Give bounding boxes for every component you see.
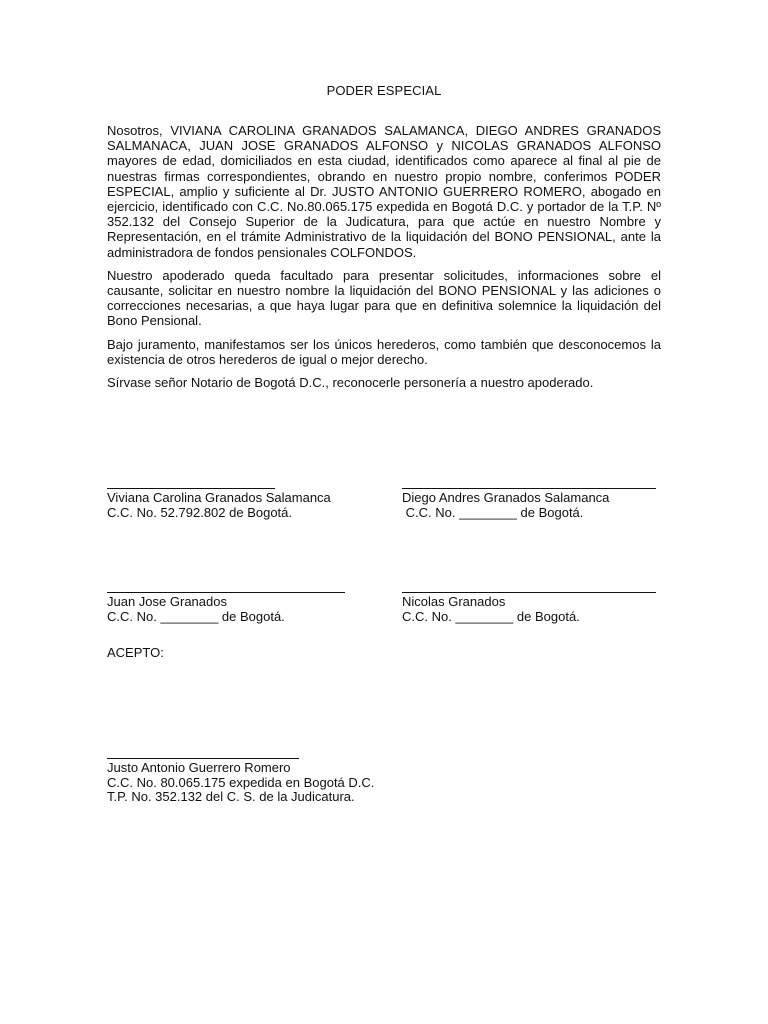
signature-line (107, 758, 299, 759)
paragraph-powers: Nuestro apoderado queda facultado para presentar solicitudes, informaciones sobre el causante, solicitar en nuestro nombre la liquidación del BONO PENSIONAL y las adiciones o correcciones necesarias, a que haya lugar para que en definitiva solemnice la liquidación del Bono Pensional. (107, 267, 661, 329)
paragraph-request: Sírvase señor Notario de Bogotá D.C., reconocerle personería a nuestro apoderado. (107, 375, 594, 391)
signature-block-juan (107, 592, 345, 624)
signer-name: Juan Jose Granados (107, 594, 227, 609)
attorney-name: Justo Antonio Guerrero Romero (107, 760, 291, 775)
signer-id: C.C. No. ________ de Bogotá. (402, 504, 584, 520)
document-body (107, 123, 661, 398)
attorney-id: C.C. No. 80.065.175 expedida en Bogotá D.C. (107, 774, 375, 790)
signer-id: C.C. No. 52.792.802 de Bogotá. (107, 504, 293, 520)
signature-line (107, 488, 275, 489)
accept-label: ACEPTO: (107, 645, 164, 660)
signer-id: C.C. No. ________ de Bogotá. (402, 608, 580, 624)
signature-block-viviana (107, 488, 331, 520)
paragraph-oath: Bajo juramento, manifestamos ser los únicos herederos, como también que desconocemos la existencia de otros herederos de igual o mejor derecho. (107, 336, 661, 367)
signature-block-diego (402, 488, 656, 520)
signer-name: Diego Andres Granados Salamanca (402, 490, 610, 505)
signature-block-nicolas (402, 592, 656, 624)
paragraph-grant: Nosotros, VIVIANA CAROLINA GRANADOS SALAMANCA, DIEGO ANDRES GRANADOS SALMANACA, JUAN JOSE GRANADOS ALFONSO y NICOLAS GRANADOS ALFONSO mayores de edad, domiciliados en esta ciudad, identificados como aparece al final al pie de nuestras firmas correspondientes, obrando en nuestro propio nombre, conferimos PODER ESPECIAL, amplio y suficiente al Dr. JUSTO ANTONIO GUERRERO ROMERO, abogado en ejercicio, identificado con C.C. No.80.065.175 expedida en Bogotá D.C. y portador de la T.P. Nº 352.132 del Consejo Superior de la Judicatura, para que actúe en nuestro Nombre y Representación, en el trámite Administrativo de la liquidación del BONO PENSIONAL, ante la administradora de fondos pensionales COLFONDOS. (107, 123, 661, 260)
attorney-professional-card: T.P. No. 352.132 del C. S. de la Judicatura. (107, 789, 355, 804)
signature-line (402, 592, 656, 593)
document-title: PODER ESPECIAL (326, 83, 442, 98)
signer-name: Nicolas Granados (402, 594, 506, 609)
signature-block-attorney (107, 758, 375, 805)
signer-id: C.C. No. ________ de Bogotá. (107, 608, 285, 624)
signature-line (402, 488, 656, 489)
signature-line (107, 592, 345, 593)
signer-name: Viviana Carolina Granados Salamanca (107, 490, 331, 505)
